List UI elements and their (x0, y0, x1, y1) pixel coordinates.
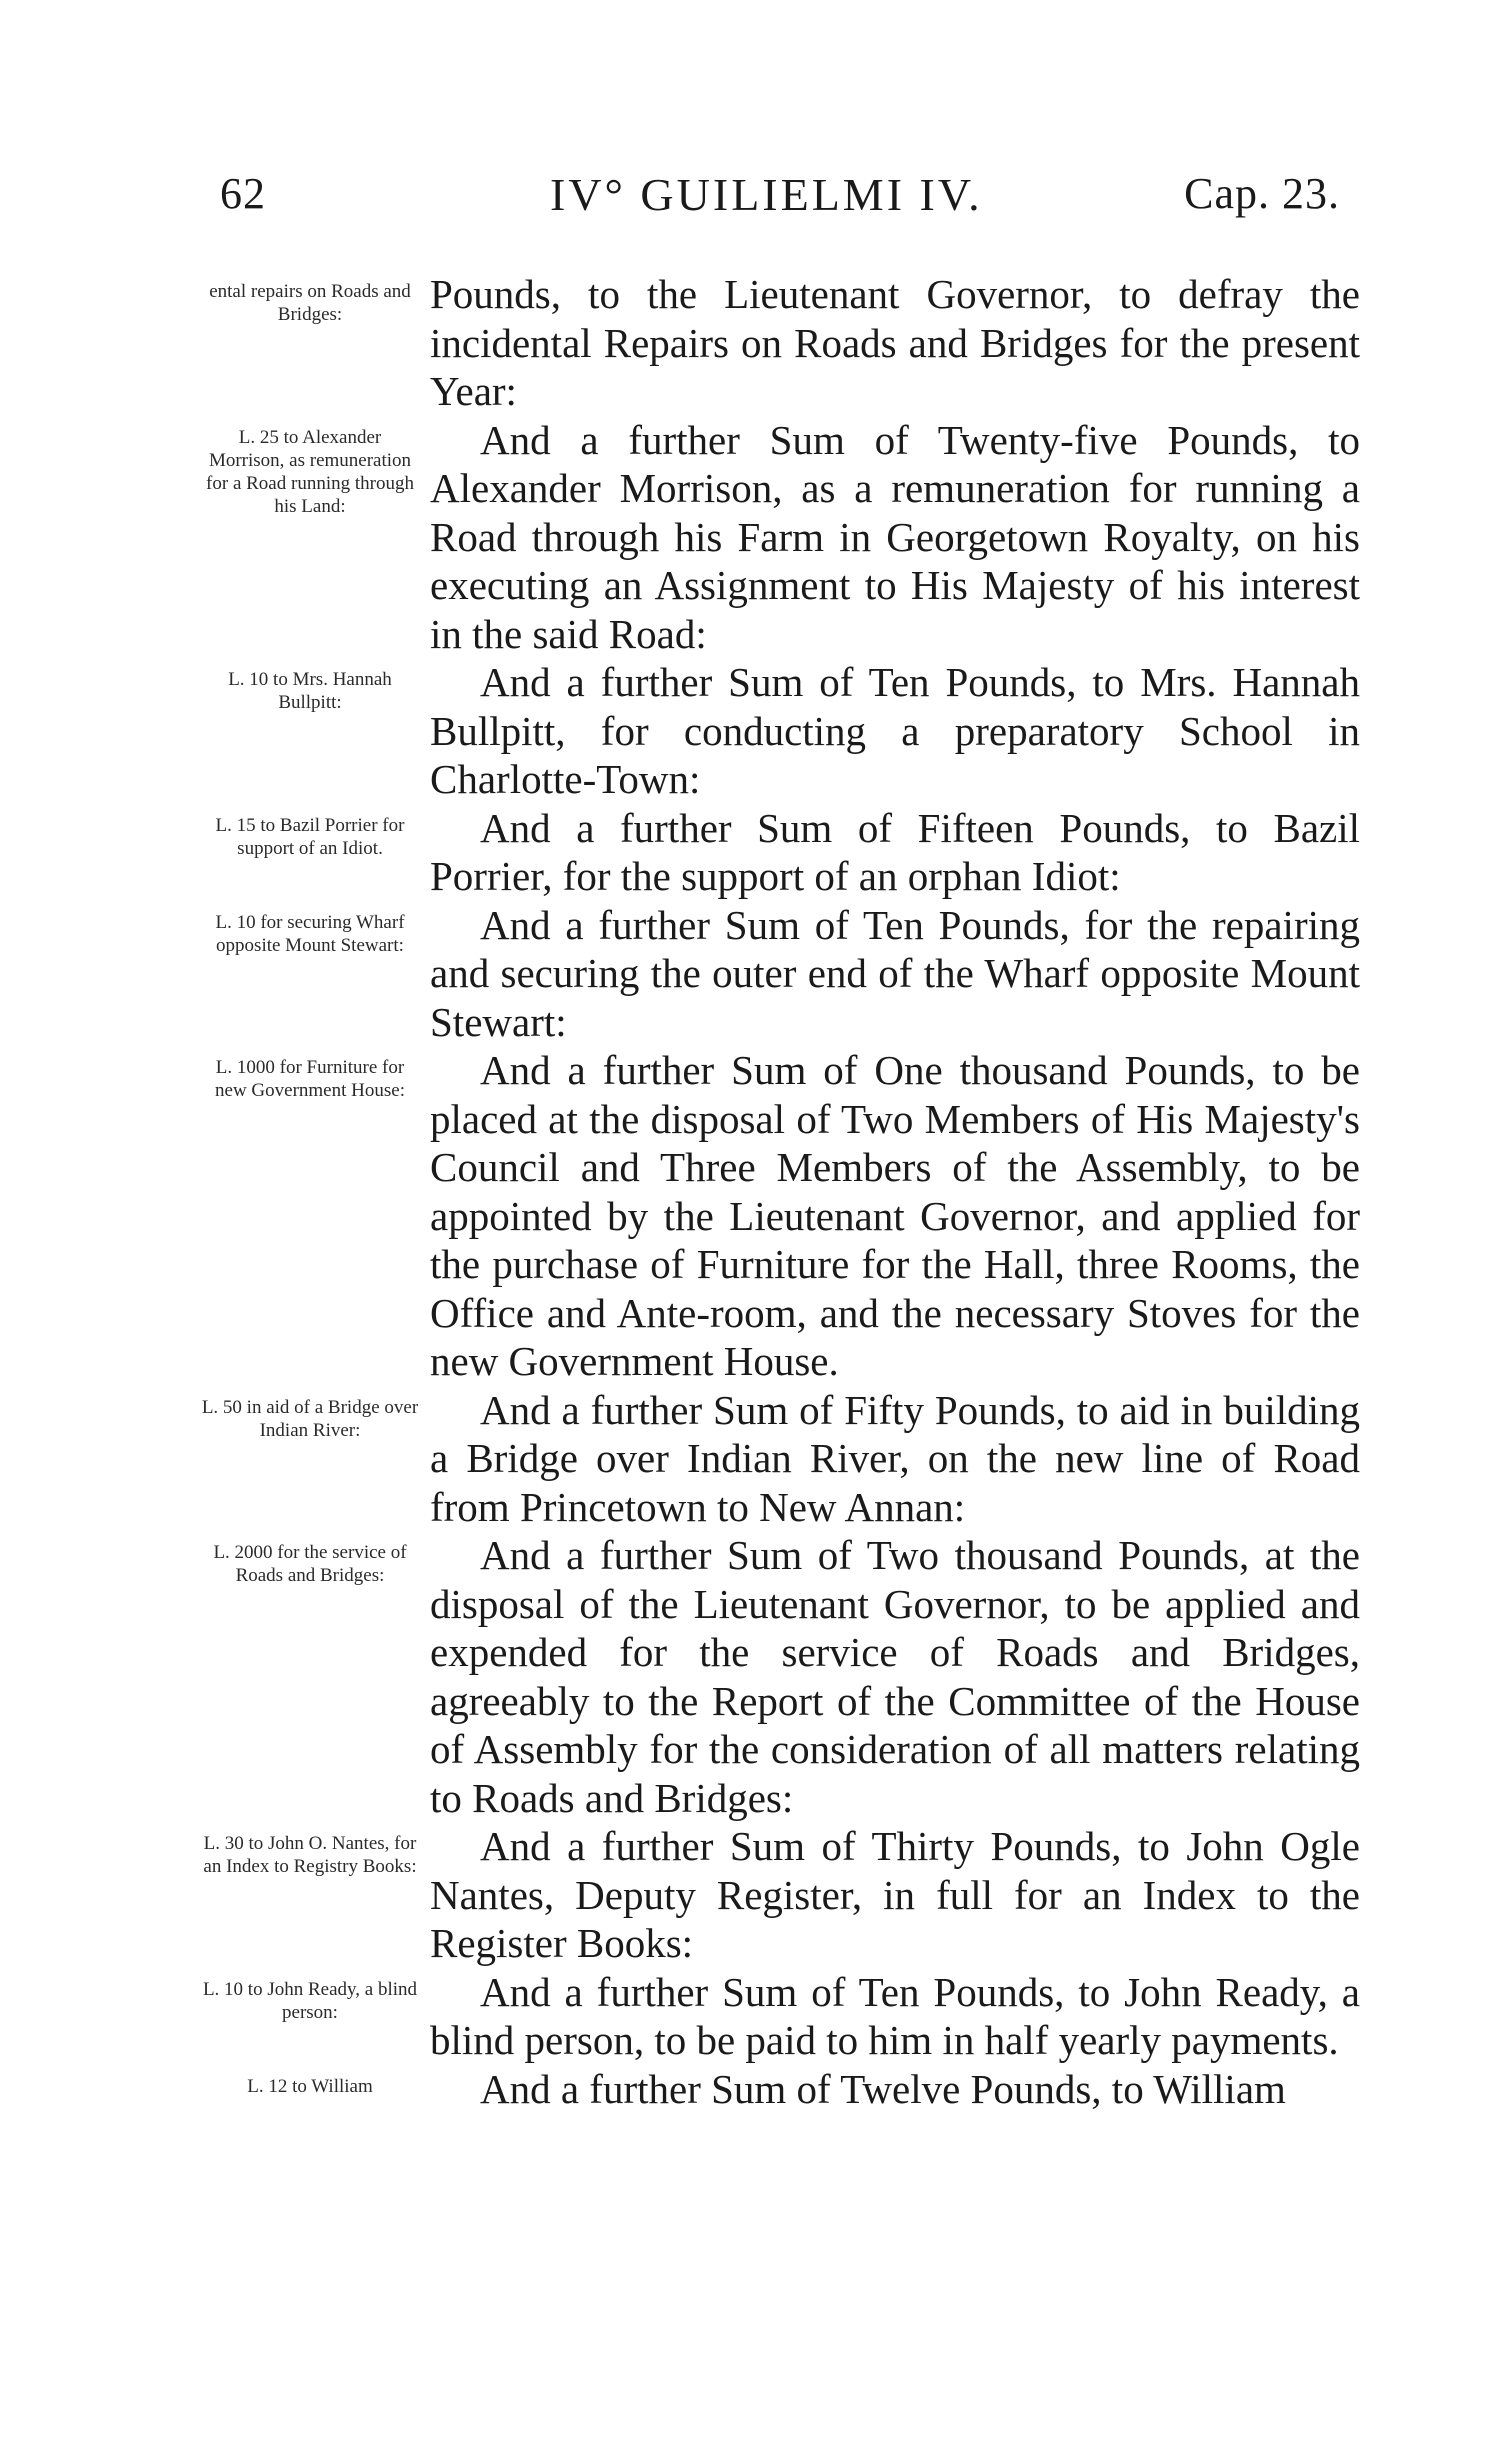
appropriation-entry (200, 1822, 1360, 1968)
margin-note: L. 10 to John Ready, a blind person: (202, 1978, 418, 2023)
appropriation-entry (200, 2065, 1360, 2114)
chapter-number: Cap. 23. (1184, 169, 1340, 218)
margin-note: L. 12 to William (247, 2075, 373, 2097)
entry-text: And a further Sum of Twenty-five Pounds, to Alexander Morrison, as a remuneration for running a Road through his Farm in Georgetown Royalty, on his executing an Assignment to His Majesty of his interest in the said Road: (430, 416, 1360, 657)
entry-text: And a further Sum of Ten Pounds, for the repairing and securing the outer end of the Wharf opposite Mount Stewart: (430, 901, 1360, 1045)
margin-note: ental repairs on Roads and Bridges: (209, 281, 411, 325)
entry-text: And a further Sum of Thirty Pounds, to John Ogle Nantes, Deputy Register, in full for an Index to the Register Books: (430, 1823, 1360, 1966)
entry-text: And a further Sum of Twelve Pounds, to William (480, 2065, 1286, 2112)
appropriation-entry (200, 1386, 1360, 1532)
entry-text: And a further Sum of Fifteen Pounds, to Bazil Porrier, for the support of an orphan Idiot: (430, 804, 1360, 899)
margin-note: L. 2000 for the service of Roads and Bridges: (213, 1542, 407, 1586)
entry-text: And a further Sum of Fifty Pounds, to aid in building a Bridge over Indian River, on the new line of Road from Princetown to New Annan: (430, 1386, 1360, 1530)
statute-body (200, 270, 1360, 2113)
margin-note: L. 10 to Mrs. Hannah Bullpitt: (228, 669, 392, 713)
margin-note: L. 1000 for Furniture for new Government House: (215, 1057, 405, 1101)
appropriation-entry (200, 658, 1360, 804)
page-header (220, 168, 1340, 228)
margin-note: L. 25 to Alexander Morrison, as remuneration for a Road running through his Land: (206, 426, 414, 517)
entry-text: And a further Sum of Ten Pounds, to John Ready, a blind person, to be paid to him in half yearly payments. (430, 1968, 1360, 2063)
appropriation-entry (200, 270, 1360, 416)
appropriation-entry (200, 1968, 1360, 2065)
margin-note: L. 10 for securing Wharf opposite Mount Stewart: (215, 911, 405, 956)
appropriation-entry (200, 1531, 1360, 1822)
running-title: IV° GUILIELMI IV. (550, 169, 983, 220)
entry-text: And a further Sum of Two thousand Pounds, at the disposal of the Lieutenant Governor, to be applied and expended for the service of Roads and Bridges, agreeably to the Report of the Committee of the House of Assembly for the consideration of all matters relating to Roads and Bridges: (430, 1532, 1360, 1821)
margin-note: L. 50 in aid of a Bridge over Indian River: (201, 1396, 419, 1441)
entry-text: Pounds, to the Lieutenant Governor, to defray the incidental Repairs on Roads and Bridges for the present Year: (430, 271, 1360, 414)
appropriation-entry (200, 901, 1360, 1047)
margin-note: L. 15 to Bazil Porrier for support of an Idiot. (215, 814, 405, 859)
page-number: 62 (220, 169, 266, 218)
appropriation-entry (200, 416, 1360, 659)
entry-text: And a further Sum of Ten Pounds, to Mrs. Hannah Bullpitt, for conducting a preparatory School in Charlotte-Town: (430, 659, 1360, 802)
appropriation-entry (200, 804, 1360, 901)
margin-note: L. 30 to John O. Nantes, for an Index to Registry Books: (203, 1833, 417, 1877)
appropriation-entry (200, 1046, 1360, 1386)
entry-text: And a further Sum of One thousand Pounds, to be placed at the disposal of Two Members of His Majesty's Council and Three Members of the Assembly, to be appointed by the Lieutenant Governor, and applied for the purchase of Furniture for the Hall, three Rooms, the Office and Ante-room, and the necessary Stoves for the new Government House. (430, 1047, 1360, 1384)
